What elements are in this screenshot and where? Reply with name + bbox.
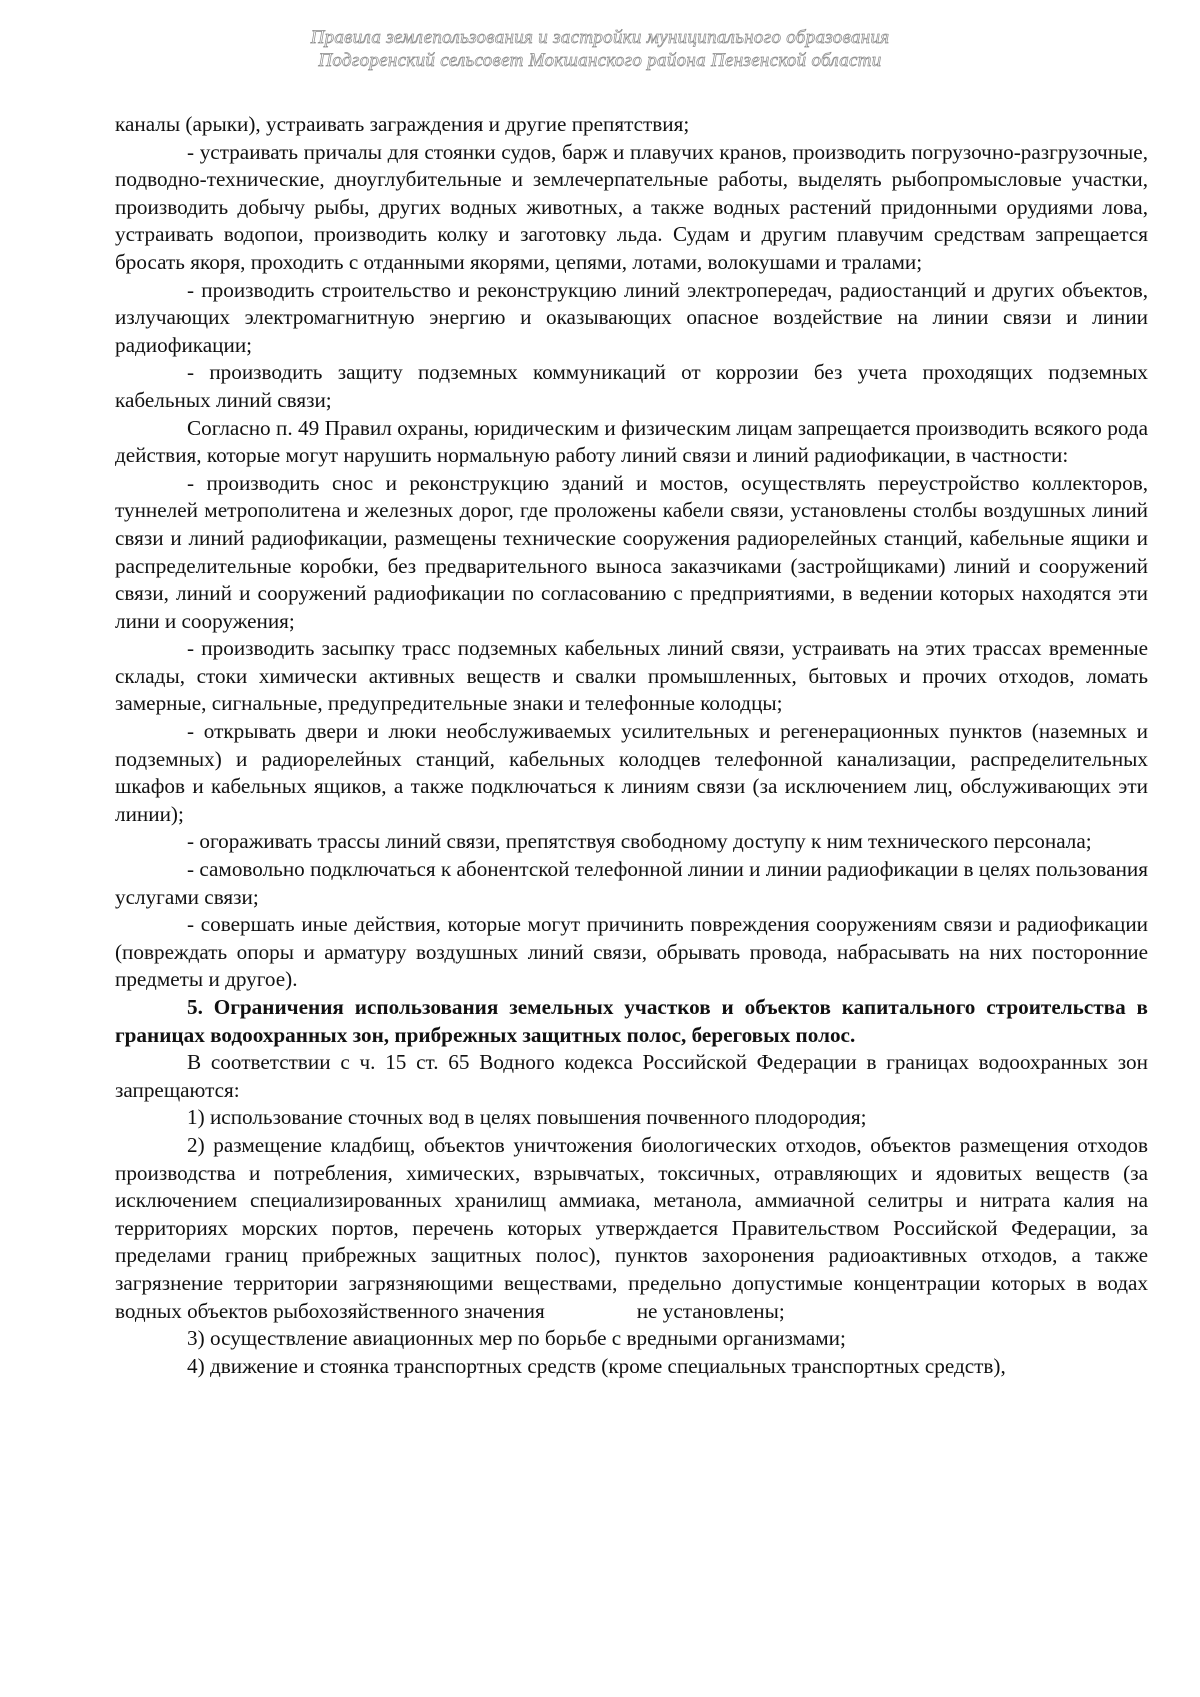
paragraph: - производить снос и реконструкцию зданий и мостов, осуществлять переустройство коллекторов, туннелей метрополитена и железных дорог, где проложены кабели связи, установлены столбы воздушных линий связи и линий радиофикации, размещены технические сооружения радиорелейных станций, кабельные ящики и распределительные коробки, без предварительного выноса заказчиками (застройщиками) линий и сооружений связи, линий и сооружений радиофикации по согласованию с предприятиями, в ведении которых находятся эти лини и сооружения; (115, 470, 1148, 633)
paragraph: - устраивать причалы для стоянки судов, барж и плавучих кранов, производить погрузочно-разгрузочные, подводно-технические, дноуглубительные и землечерпательные работы, выделять рыбопромысловые участки, производить добычу рыбы, других водных животных, а также водных растений придонными орудиями лова, устраивать водопои, производить колку и заготовку льда. Судам и другим плавучим средствам запрещается бросать якоря, проходить с отданными якорями, цепями, лотами, волокушами и тралами; (115, 139, 1148, 274)
paragraph-tail: не установлены; (636, 1298, 785, 1323)
paragraph: - огораживать трассы линий связи, препятствуя свободному доступу к ним технического персонала; (187, 829, 1092, 854)
section-heading: 5. Ограничения использования земельных участков и объектов капитального строительства в границах водоохранных зон, прибрежных защитных полос, береговых полос. (115, 995, 1148, 1047)
page-header (0, 26, 1200, 72)
paragraph: каналы (арыки), устраивать заграждения и другие препятствия; (115, 112, 690, 136)
document-body (115, 111, 1148, 1380)
paragraph: 4) движение и стоянка транспортных средств (кроме специальных транспортных средств), (187, 1353, 1006, 1378)
paragraph: 3) осуществление авиационных мер по борьбе с вредными организмами; (187, 1326, 846, 1351)
paragraph: - самовольно подключаться к абонентской телефонной линии и линии радиофикации в целях пользования услугами связи; (115, 857, 1148, 909)
paragraph: - открывать двери и люки необслуживаемых усилительных и регенерационных пунктов (наземных и подземных) и радиорелейных станций, кабельных колодцев телефонной канализации, распределительных шкафов и кабельных ящиков, а также подключаться к линиям связи (за исключением лиц, обслуживающих эти линии); (115, 719, 1148, 826)
paragraph: - производить защиту подземных коммуникаций от коррозии без учета проходящих подземных кабельных линий связи; (115, 360, 1148, 412)
paragraph (115, 1132, 1148, 1325)
header-line-1: Правила землепользования и застройки муниципального образования (310, 27, 890, 48)
paragraph-text: 2) размещение кладбищ, объектов уничтожения биологических отходов, объектов размещения отходов производства и потребления, химических, взрывчатых, токсичных, отравляющих и ядовитых веществ (за исключением специализированных хранилищ аммиака, метанола, аммиачной селитры и нитрата калия на территориях морских портов, перечень которых утверждается Правительством Российской Федерации, за пределами границ прибрежных защитных полос), пунктов захоронения радиоактивных отходов, а также загрязнение территории загрязняющими веществами, предельно допустимые концентрации которых в водах водных объектов рыбохозяйственного значения (115, 1132, 1148, 1323)
header-line-2: Подгоренский сельсовет Мокшанского района Пензенской области (318, 50, 882, 71)
paragraph: 1) использование сточных вод в целях повышения почвенного плодородия; (187, 1105, 867, 1130)
paragraph: Согласно п. 49 Правил охраны, юридическим и физическим лицам запрещается производить всякого рода действия, которые могут нарушить нормальную работу линий связи и линий радиофикации, в частности: (115, 415, 1148, 468)
paragraph: - совершать иные действия, которые могут причинить повреждения сооружениям связи и радиофикации (повреждать опоры и арматуру воздушных линий связи, обрывать провода, набрасывать на них посторонние предметы и другое). (115, 912, 1148, 992)
paragraph: В соответствии с ч. 15 ст. 65 Водного кодекса Российской Федерации в границах водоохранных зон запрещаются: (115, 1050, 1148, 1102)
paragraph: - производить засыпку трасс подземных кабельных линий связи, устраивать на этих трассах временные склады, стоки химически активных веществ и свалки промышленных, бытовых и прочих отходов, ломать замерные, сигнальные, предупредительные знаки и телефонные колодцы; (115, 636, 1148, 716)
paragraph: - производить строительство и реконструкцию линий электропередач, радиостанций и других объектов, излучающих электромагнитную энергию и оказывающих опасное воздействие на линии связи и линии радиофикации; (115, 277, 1148, 357)
